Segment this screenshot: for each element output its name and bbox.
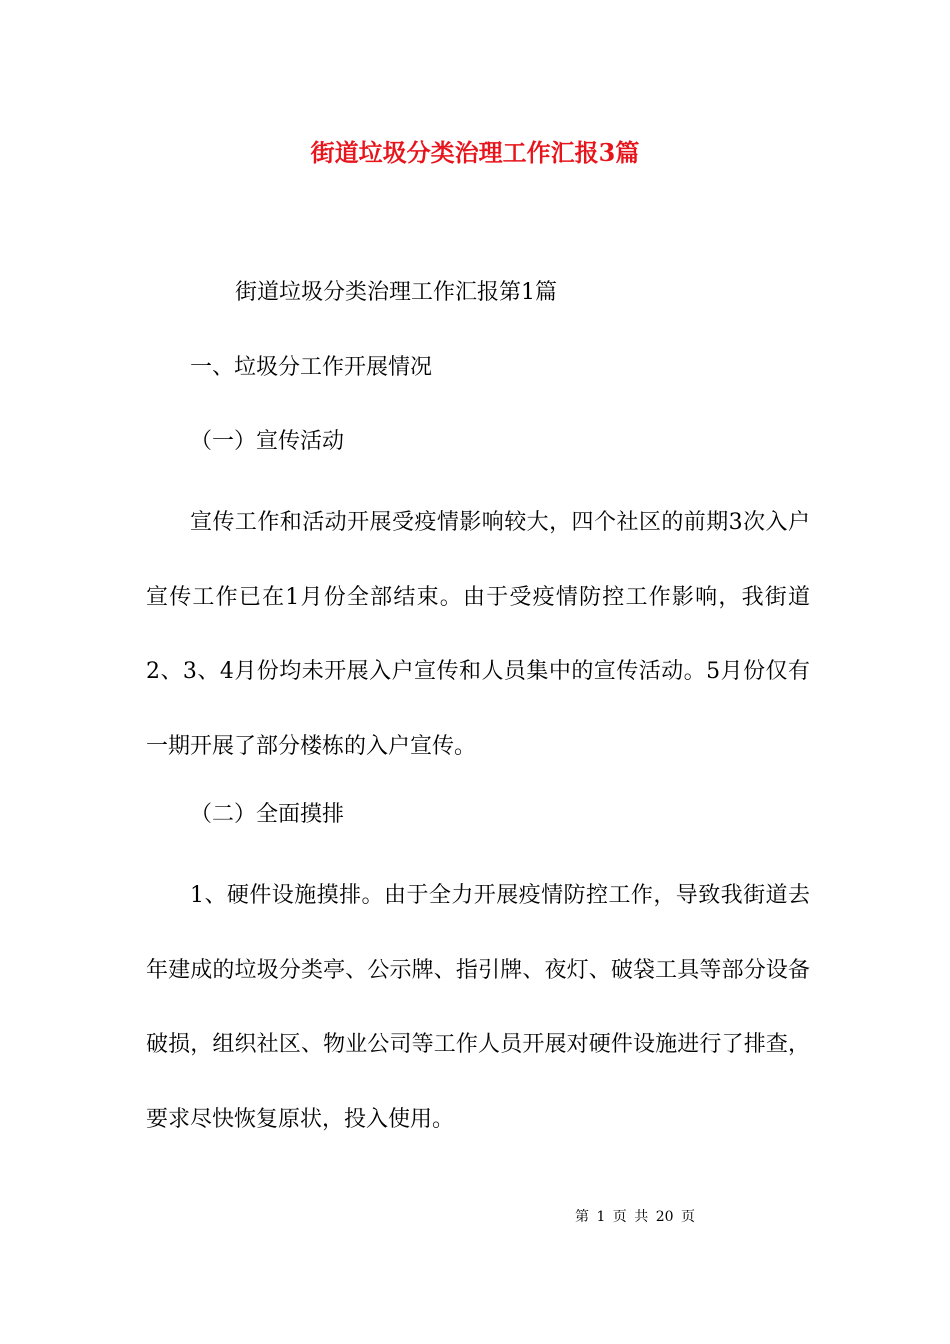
article-subtitle: 街道垃圾分类治理工作汇报第1篇 bbox=[235, 280, 557, 305]
paragraph-publicity: 宣传工作和活动开展受疫情影响较大，四个社区的前期3次入户宣传工作已在1月份全部结束。由于受疫情防控工作影响，我街道2、3、4月份均未开展入户宣传和人员集中的宣传活动。5月份仅有一期开展了部分楼栋的入户宣传。 bbox=[146, 510, 810, 759]
subsection-heading-publicity: （一）宣传活动 bbox=[190, 429, 345, 454]
subsection-heading-inspection: （二）全面摸排 bbox=[190, 802, 345, 827]
page-number: 第 1 页 共 20 页 bbox=[575, 1209, 695, 1225]
paragraph-inspection: 1、硬件设施摸排。由于全力开展疫情防控工作，导致我街道去年建成的垃圾分类亭、公示牌、指引牌、夜灯、破袋工具等部分设备破损，组织社区、物业公司等工作人员开展对硬件设施进行了排查，要求尽快恢复原状，投入使用。 bbox=[146, 883, 810, 1132]
section-heading: 一、垃圾分工作开展情况 bbox=[190, 355, 433, 380]
document-title: 街道垃圾分类治理工作汇报3篇 bbox=[310, 138, 640, 167]
